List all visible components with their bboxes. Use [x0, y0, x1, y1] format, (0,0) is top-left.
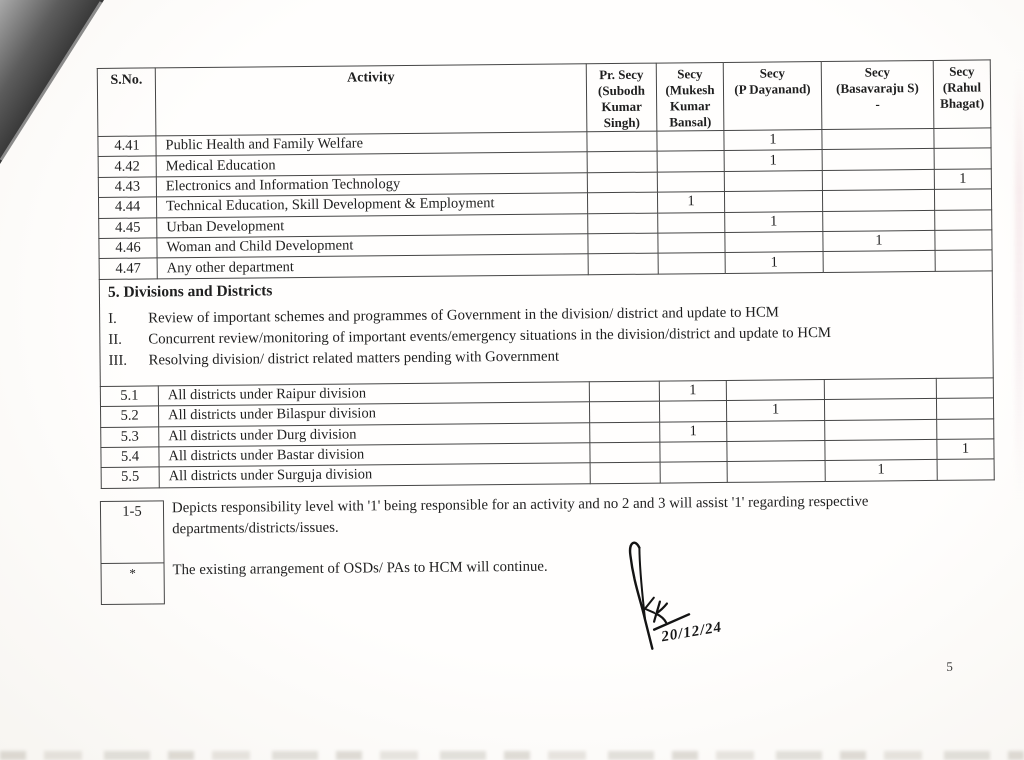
- row-sno: 4.41: [98, 136, 156, 157]
- row-sno: 4.45: [99, 217, 157, 238]
- list-item-text: Resolving division/ district related matters pending with Government: [148, 348, 560, 369]
- responsibility-mark: [659, 401, 726, 422]
- row-activity: Any other department: [157, 254, 588, 279]
- row-activity: All districts under Bastar division: [159, 443, 590, 468]
- responsibility-mark: [823, 251, 935, 272]
- list-item-text: Concurrent review/monitoring of important events/emergency situations in the division/district and update to HCM: [148, 324, 832, 348]
- responsibility-mark: [588, 213, 658, 234]
- list-item-text: Review of important schemes and programmes of Government in the division/ district and update to HCM: [148, 304, 780, 327]
- responsibility-mark: [825, 439, 937, 460]
- responsibility-mark: [727, 461, 825, 482]
- responsibility-mark: 1: [934, 169, 991, 190]
- page-number: 5: [946, 658, 953, 674]
- responsibility-mark: [726, 379, 824, 400]
- responsibility-mark: [727, 420, 825, 441]
- header-secy-rahul: Secy (Rahul Bhagat): [933, 60, 991, 129]
- responsibility-mark: [934, 148, 991, 169]
- responsibility-mark: 1: [724, 150, 822, 171]
- responsibility-mark: [588, 253, 658, 274]
- responsibility-mark: [590, 422, 660, 443]
- responsibility-mark: [657, 171, 724, 192]
- header-activity: Activity: [155, 64, 587, 136]
- row-activity: Urban Development: [157, 213, 588, 238]
- row-sno: 4.44: [98, 197, 156, 218]
- row-activity: Electronics and Information Technology: [156, 173, 587, 198]
- responsibility-mark: [658, 232, 725, 253]
- signature-date: 20/12/24: [660, 619, 724, 646]
- list-item-numeral: I.: [108, 310, 117, 327]
- responsibility-mark: [935, 250, 992, 271]
- row-activity: All districts under Bilaspur division: [159, 402, 590, 427]
- responsibility-mark: [936, 378, 993, 399]
- responsibility-mark: [587, 192, 657, 213]
- responsibility-mark: [587, 172, 657, 193]
- row-activity: Technical Education, Skill Development & Employment: [156, 193, 587, 218]
- row-sno: 5.4: [101, 447, 159, 468]
- header-pr-secy-subodh: Pr. Secy (Subodh Kumar Singh): [586, 63, 657, 132]
- responsibility-mark: [824, 399, 936, 420]
- row-sno: 5.2: [101, 406, 159, 427]
- responsibility-mark: [587, 131, 657, 152]
- row-sno: 5.5: [101, 467, 159, 488]
- responsibility-mark: 1: [937, 439, 994, 460]
- row-sno: 4.43: [98, 177, 156, 198]
- responsibility-mark: [822, 190, 934, 211]
- responsibility-mark: [660, 441, 727, 462]
- responsibility-mark: 1: [825, 460, 937, 481]
- legend-key-range: 1-5: [101, 501, 164, 564]
- row-activity: Public Health and Family Welfare: [156, 132, 587, 157]
- responsibility-mark: [657, 130, 724, 151]
- section4-rows: [98, 128, 992, 279]
- responsibility-mark: [658, 212, 725, 233]
- responsibility-mark: [825, 419, 937, 440]
- row-sno: 4.47: [99, 258, 157, 279]
- responsibility-mark: [822, 128, 934, 149]
- responsibility-mark: 1: [725, 252, 823, 273]
- responsibility-mark: [658, 253, 725, 274]
- header-sno: S.No.: [97, 68, 156, 137]
- responsibility-mark: [822, 169, 934, 190]
- row-activity: All districts under Surguja division: [159, 463, 590, 488]
- row-activity: All districts under Durg division: [159, 422, 590, 447]
- row-sno: 5.1: [100, 386, 158, 407]
- signature-block: [598, 529, 779, 671]
- responsibility-mark: [934, 128, 991, 149]
- responsibility-mark: [937, 459, 994, 480]
- row-activity: Medical Education: [156, 152, 587, 177]
- row-sno: 4.42: [98, 156, 156, 177]
- responsibility-mark: [935, 209, 992, 230]
- signature-scribble-icon: [598, 529, 779, 671]
- responsibility-mark: [657, 151, 724, 172]
- responsibility-mark: [823, 210, 935, 231]
- section5-heading: 5. Divisions and Districts: [107, 282, 273, 301]
- responsibility-mark: [589, 401, 659, 422]
- responsibility-mark: [587, 151, 657, 172]
- legend-key-asterisk: *: [129, 565, 136, 581]
- row-sno: 5.3: [101, 426, 159, 447]
- table-header-row: [97, 60, 991, 137]
- responsibility-mark: 1: [660, 421, 727, 442]
- responsibility-mark: 1: [726, 400, 824, 421]
- scan-right-edge-artifact: [1015, 70, 1024, 500]
- responsibility-mark: [660, 462, 727, 483]
- section5-block-row: [99, 271, 993, 387]
- responsibility-mark: [724, 191, 822, 212]
- responsibility-mark: [824, 378, 936, 399]
- responsibility-mark: [936, 398, 993, 419]
- scan-bottom-bleed-artifact: [0, 751, 1024, 760]
- responsibility-mark: [590, 442, 660, 463]
- responsibility-mark: 1: [823, 230, 935, 251]
- header-secy-basavaraju: Secy (Basavaraju S) -: [821, 60, 934, 129]
- row-activity: Woman and Child Development: [157, 234, 588, 259]
- header-secy-mukesh: Secy (Mukesh Kumar Bansal): [656, 62, 724, 131]
- scan-corner-artifact: [0, 0, 120, 180]
- section5-cell: [99, 271, 993, 387]
- responsibility-mark: 1: [657, 192, 724, 213]
- row-activity: All districts under Raipur division: [158, 381, 589, 406]
- responsibility-mark: [724, 170, 822, 191]
- responsibility-mark: 1: [725, 211, 823, 232]
- list-item-numeral: II.: [108, 331, 123, 348]
- responsibility-mark: [822, 149, 934, 170]
- section5-rows: [100, 378, 994, 489]
- responsibility-mark: [727, 440, 825, 461]
- responsibility-mark: [588, 233, 658, 254]
- legend-note-responsibility: Depicts responsibility level with '1' being responsible for an activity and no 2 and 3 will assist '1' regarding respective departments/districts/issues.: [171, 493, 869, 538]
- row-sno: 4.46: [99, 238, 157, 259]
- responsibility-mark: [725, 231, 823, 252]
- responsibility-mark: 1: [659, 380, 726, 401]
- header-secy-dayanand: Secy (P Dayanand): [723, 62, 822, 131]
- responsibility-mark: [934, 189, 991, 210]
- legend-key-box: [100, 500, 165, 605]
- responsibility-mark: [937, 418, 994, 439]
- legend-note-osd: The existing arrangement of OSDs/ PAs to HCM will continue.: [172, 558, 548, 579]
- responsibility-mark: [590, 462, 660, 483]
- responsibility-mark: [589, 381, 659, 402]
- responsibility-mark: 1: [724, 130, 822, 151]
- list-item-numeral: III.: [108, 352, 128, 369]
- responsibility-table: [97, 59, 995, 488]
- responsibility-mark: [935, 230, 992, 251]
- section5-roman-list: [108, 300, 993, 371]
